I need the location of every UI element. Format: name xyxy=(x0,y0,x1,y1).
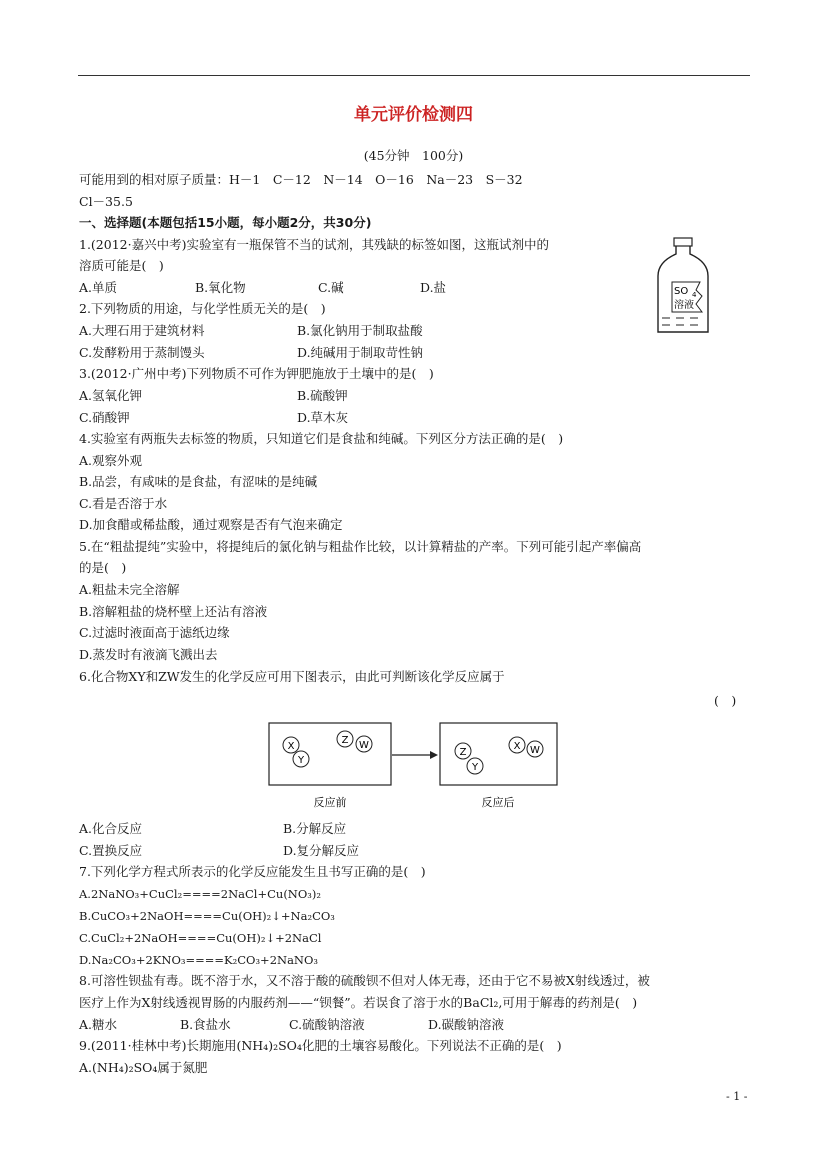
option-a: A.(NH₄)₂SO₄属于氮肥 xyxy=(79,1060,208,1075)
section-heading: 一、选择题(本题包括15小题，每小题2分，共30分) xyxy=(79,215,372,230)
atom-w: W xyxy=(530,745,540,756)
question-8: 8.可溶性钡盐有毒。既不溶于水，又不溶于酸的硫酸钡不但对人体无毒，还由于它不易被X射线透过，被 xyxy=(79,973,650,988)
question-6: 6.化合物XY和ZW发生的化学反应可用下图表示，由此可判断该化学反应属于 xyxy=(79,669,505,684)
question-3: 3.(2012·广州中考)下列物质不可作为钾肥施放于土壤中的是( ) xyxy=(79,366,434,381)
option-a: A.2NaNO₃+CuCl₂====2NaCl+Cu(NO₃)₂ xyxy=(79,887,322,901)
option-c: C.CuCl₂+2NaOH====Cu(OH)₂↓+2NaCl xyxy=(79,931,322,945)
option-a: A.糖水 xyxy=(79,1017,118,1032)
question-9: 9.(2011·桂林中考)长期施用(NH₄)₂SO₄化肥的土壤容易酸化。下列说法不正确的是( ) xyxy=(79,1038,562,1053)
question-7: 7.下列化学方程式所表示的化学反应能发生且书写正确的是( ) xyxy=(79,864,426,879)
atom-y: Y xyxy=(297,755,305,766)
option-c: C.发酵粉用于蒸制馒头 xyxy=(79,345,205,360)
option-a: A.粗盐未完全溶解 xyxy=(79,582,180,597)
option-c: C.置换反应 xyxy=(79,843,143,858)
question-1-cont: 溶质可能是( ) xyxy=(79,258,164,273)
after-label: 反应后 xyxy=(481,796,515,809)
arrow-head xyxy=(430,751,438,759)
question-8-cont: 医疗上作为X射线透视胃肠的内服药剂——“钡餐”。若误食了溶于水的BaCl₂,可用于解毒的药剂是( ) xyxy=(79,995,638,1010)
question-1: 1.(2012·嘉兴中考)实验室有一瓶保管不当的试剂，其残缺的标签如图，这瓶试剂中的 xyxy=(79,237,549,252)
option-a: A.单质 xyxy=(79,280,118,295)
atom-w: W xyxy=(359,740,369,751)
reaction-diagram xyxy=(268,722,558,814)
option-a: A.大理石用于建筑材料 xyxy=(79,323,205,338)
option-d: D.盐 xyxy=(420,280,447,295)
option-b: B.分解反应 xyxy=(283,821,347,836)
option-c: C.过滤时液面高于滤纸边缘 xyxy=(79,625,230,640)
option-b: B.食盐水 xyxy=(180,1017,231,1032)
option-c: C.看是否溶于水 xyxy=(79,496,168,511)
bottle-label-subscript: 4 xyxy=(692,291,697,299)
option-d: D.草木灰 xyxy=(297,410,349,425)
option-d: D.加食醋或稀盐酸，通过观察是否有气泡来确定 xyxy=(79,517,343,532)
option-d: D.蒸发时有液滴飞溅出去 xyxy=(79,647,218,662)
option-b: B.氯化钠用于制取盐酸 xyxy=(297,323,423,338)
atomic-masses-cont: Cl－35.5 xyxy=(79,194,133,209)
time-score: (45分钟 100分) xyxy=(363,148,464,163)
question-5-cont: 的是( ) xyxy=(79,560,127,575)
option-a: A.观察外观 xyxy=(79,453,143,468)
atom-x: X xyxy=(513,741,521,752)
atom-y: Y xyxy=(471,762,479,773)
option-b: B.氧化物 xyxy=(195,280,246,295)
atom-z: Z xyxy=(341,735,349,746)
option-d: D.Na₂CO₃+2KNO₃====K₂CO₃+2NaNO₃ xyxy=(79,953,319,967)
atom-x: X xyxy=(287,741,295,752)
answer-paren: ( ) xyxy=(714,693,737,708)
option-c: C.硝酸钾 xyxy=(79,410,130,425)
option-c: C.硫酸钠溶液 xyxy=(289,1017,365,1032)
option-b: B.CuCO₃+2NaOH====Cu(OH)₂↓+Na₂CO₃ xyxy=(79,909,335,923)
question-4: 4.实验室有两瓶失去标签的物质，只知道它们是食盐和纯碱。下列区分方法正确的是( ) xyxy=(79,431,564,446)
option-c: C.碱 xyxy=(318,280,344,295)
option-d: D.复分解反应 xyxy=(283,843,360,858)
header-rule xyxy=(78,75,750,76)
reagent-bottle-figure xyxy=(650,236,716,336)
bottle-label-solution: 溶液 xyxy=(674,300,694,311)
option-d: D.碳酸钠溶液 xyxy=(428,1017,505,1032)
bottle-label-formula: SO xyxy=(674,286,689,297)
page-number: - 1 - xyxy=(726,1090,748,1103)
option-a: A.化合反应 xyxy=(79,821,143,836)
before-box xyxy=(269,723,391,785)
option-b: B.品尝，有咸味的是食盐，有涩味的是纯碱 xyxy=(79,474,318,489)
atom-z: Z xyxy=(459,747,467,758)
option-b: B.溶解粗盐的烧杯壁上还沾有溶液 xyxy=(79,604,268,619)
question-2: 2.下列物质的用途，与化学性质无关的是( ) xyxy=(79,301,326,316)
option-d: D.纯碱用于制取苛性钠 xyxy=(297,345,424,360)
page-title: 单元评价检测四 xyxy=(354,105,473,125)
question-5: 5.在“粗盐提纯”实验中，将提纯后的氯化钠与粗盐作比较，以计算精盐的产率。下列可能引起产率偏高 xyxy=(79,539,642,554)
atomic-masses: 可能用到的相对原子质量：H－1 C－12 N－14 O－16 Na－23 S－32 xyxy=(79,172,523,187)
before-label: 反应前 xyxy=(313,796,347,809)
option-b: B.硫酸钾 xyxy=(297,388,348,403)
option-a: A.氢氧化钾 xyxy=(79,388,143,403)
